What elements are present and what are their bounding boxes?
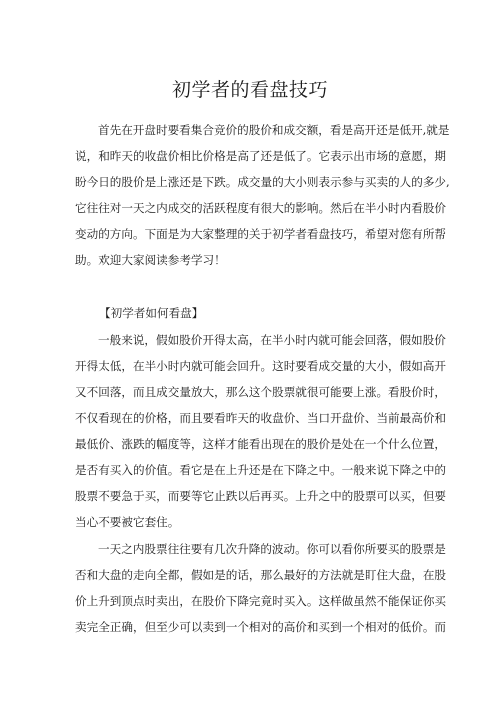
paragraph-line: 否和大盘的走向全都，假如是的话，那么最好的方法就是盯住大盘，在股 [75,568,447,582]
paragraph-line: 不仅看现在的价格，而且要看昨天的收盘价、当口开盘价、当前最高价和 [75,411,447,425]
paragraph-line: 价上升到顶点时卖出，在股价下降完竟时买入。这样做虽然不能保证你买 [75,594,447,608]
paragraph-line: 卖完全正确，但至少可以卖到一个相对的高价和买到一个相对的低价。而 [75,620,447,634]
paragraph-line: 又不回落，而且成交量放大，那么这个股票就很可能要上涨。看股价时， [75,385,447,399]
paragraph-line: 最低价、涨跌的幅度等，这样才能看出现在的股价是处在一个什么位置， [75,437,447,451]
body-paragraph-2 [75,536,447,640]
intro-line: 它往往对一天之内成交的活跃程度有很大的影响。然后在半小时内看股价 [75,201,447,215]
intro-line: 说，和昨天的收盘价相比价格是高了还是低了。它表示出市场的意愿，期 [75,149,447,163]
page-title: 初学者的看盘技巧 [171,79,328,101]
intro-paragraph [75,117,450,273]
intro-line: 首先在开盘时要看集合竞价的股价和成交额，看是高开还是低开,就是 [98,123,450,137]
paragraph-line: 开得太低，在半小时内就可能会回升。这时要看成交量的大小，假如高开 [75,359,447,373]
paragraph-line: 一般来说，假如股价开得太高，在半小时内就可能会回落，假如股价 [98,333,446,347]
paragraph-line: 股票不要急于买，而要等它止跌以后再买。上升之中的股票可以买，但要 [75,489,447,503]
section-heading: 【初学者如何看盘】 [99,306,204,320]
intro-line: 变动的方向。下面是为大家整理的关于初学者看盘技巧，希望对您有所帮 [75,227,447,241]
paragraph-line: 当心不要被它套住。 [75,515,180,529]
body-paragraph-1 [75,327,447,535]
intro-line: 助。欢迎大家阅读参考学习！ [75,253,226,267]
paragraph-line: 是否有买入的价值。看它是在上升还是在下降之中。一般来说下降之中的 [75,463,447,477]
paragraph-line: 一天之内股票往往要有几次升降的波动。你可以看你所要买的股票是 [98,542,446,556]
intro-line: 盼今日的股价是上涨还是下跌。成交量的大小则表示参与买卖的人的多少, [75,175,450,189]
